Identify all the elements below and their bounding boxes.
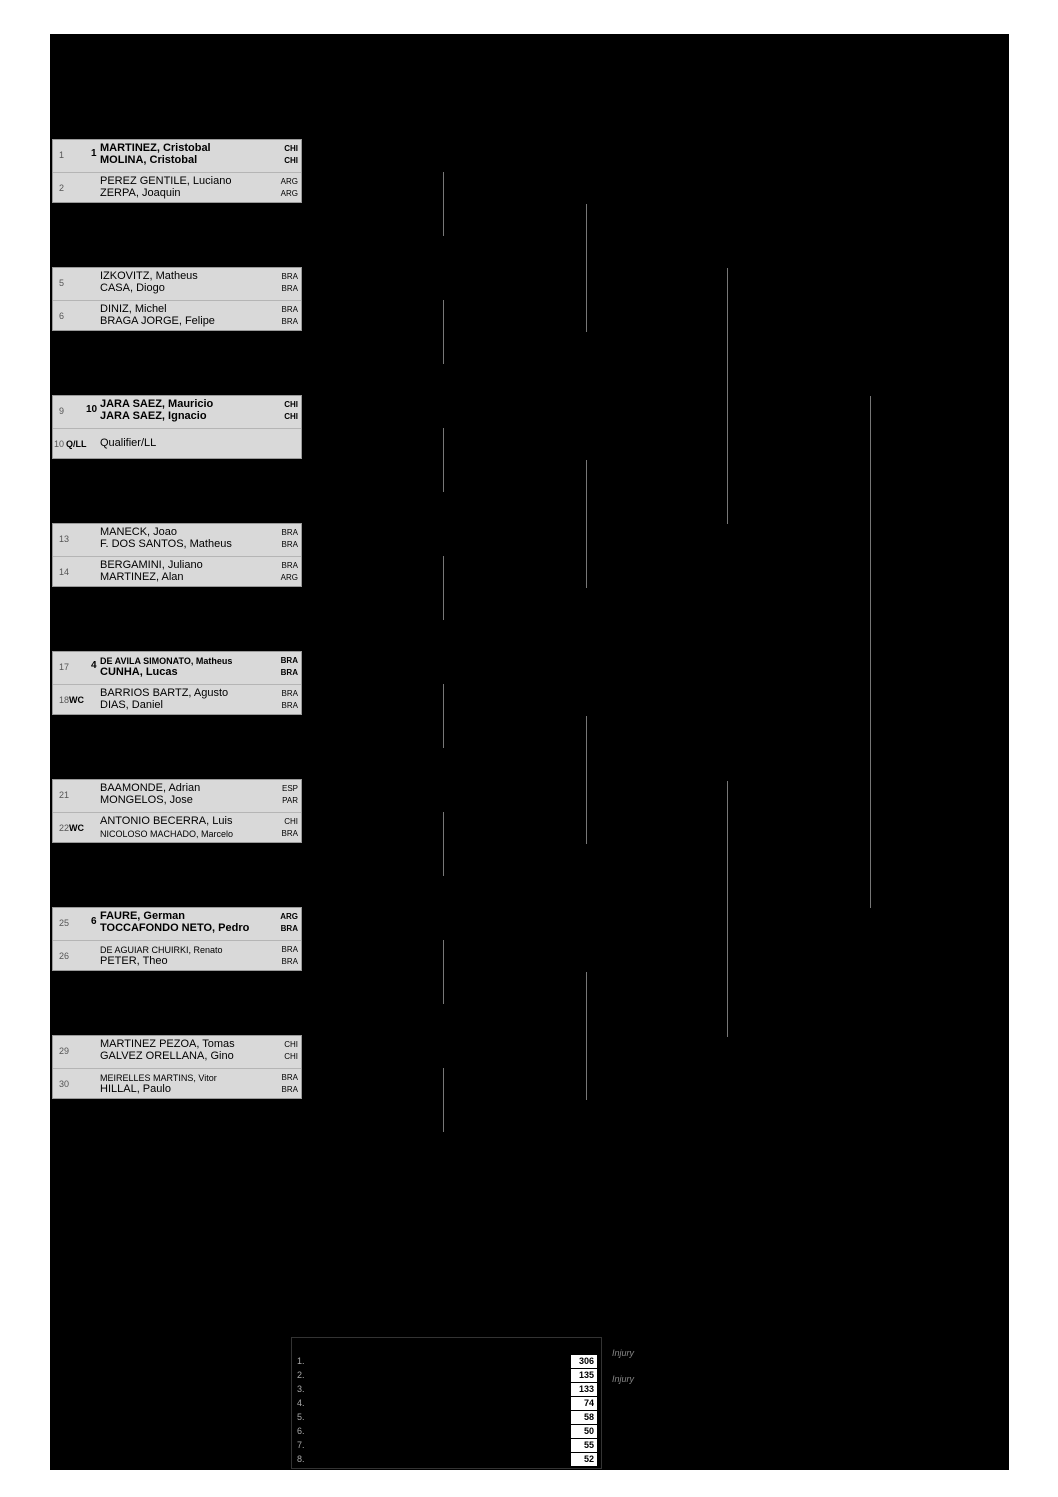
nationality: CHI [284, 156, 298, 165]
points-cell [571, 1439, 597, 1452]
bracket-line [586, 460, 587, 588]
nationality: BRA [281, 945, 298, 954]
points-value: 55 [583, 1440, 594, 1450]
draw-position: 25 [59, 918, 70, 928]
team-pair[interactable] [53, 940, 301, 972]
team-pair[interactable] [53, 140, 301, 171]
draw-position: 1 [59, 150, 65, 160]
nationality: BRA [281, 689, 298, 698]
rank-label: 7. [297, 1440, 305, 1450]
team-pair[interactable] [53, 268, 301, 299]
bracket-line [443, 300, 444, 364]
nationality: ESP [281, 784, 298, 793]
draw-position: 21 [59, 790, 70, 800]
nationality: BRA [281, 561, 298, 570]
player-name: DINIZ, Michel [100, 303, 167, 315]
points-row [293, 1368, 601, 1382]
player-name: GALVEZ ORELLANA, Gino [100, 1050, 234, 1062]
nationality: BRA [281, 528, 298, 537]
bracket-line [727, 268, 728, 524]
withdrawal-note: Injury [612, 1374, 635, 1384]
nationality: CHI [284, 400, 298, 409]
points-value: 135 [578, 1370, 594, 1380]
nationality: ARG [280, 189, 298, 198]
draw-slot [52, 139, 302, 203]
team-pair[interactable] [53, 908, 301, 939]
bracket-line [586, 972, 587, 1100]
nationality: ARG [280, 177, 298, 186]
rank-label: 4. [297, 1398, 305, 1408]
draw-slot [52, 395, 302, 459]
entry-status: WC [69, 823, 84, 833]
player-name: CUNHA, Lucas [100, 666, 178, 678]
player-name: JARA SAEZ, Ignacio [100, 410, 207, 422]
draw-position: 10 [54, 439, 65, 449]
nationality: CHI [284, 1052, 298, 1061]
team-pair[interactable] [53, 172, 301, 204]
draw-position: 5 [59, 278, 65, 288]
nationality: BRA [281, 540, 298, 549]
player-name: JARA SAEZ, Mauricio [100, 398, 214, 410]
entry-status: WC [69, 695, 84, 705]
nationality: PAR [282, 796, 298, 805]
bracket-line [870, 396, 871, 908]
team-pair[interactable] [53, 812, 301, 844]
draw-slot [52, 267, 302, 331]
seed-label: 10 [86, 404, 98, 415]
points-value: 74 [583, 1398, 594, 1408]
player-name: DE AGUIAR CHUIRKI, Renato [100, 945, 223, 955]
points-row [293, 1396, 601, 1410]
draw-position: 13 [59, 534, 70, 544]
seed-label: 6 [91, 916, 97, 927]
nationality: BRA [281, 272, 298, 281]
nationality: CHI [284, 1040, 298, 1049]
draw-position: 26 [59, 951, 70, 961]
draw-position: 29 [59, 1046, 70, 1056]
player-name: NICOLOSO MACHADO, Marcelo [100, 829, 234, 839]
draw-slot [52, 907, 302, 971]
player-name: PETER, Theo [100, 955, 168, 967]
player-name: TOCCAFONDO NETO, Pedro [100, 922, 250, 934]
draw-position: 22 [59, 823, 70, 833]
player-name: DE AVILA SIMONATO, Matheus [100, 656, 233, 666]
points-value: 52 [583, 1454, 594, 1464]
draw-position: 6 [59, 311, 65, 321]
points-cell [571, 1355, 597, 1368]
points-value: 50 [583, 1426, 594, 1436]
nationality: BRA [281, 1073, 298, 1082]
points-row [293, 1382, 601, 1396]
draw-position: 17 [59, 662, 70, 672]
team-pair[interactable] [53, 300, 301, 332]
player-name: BERGAMINI, Juliano [100, 559, 203, 571]
bracket-line [443, 428, 444, 492]
bracket-line [443, 1068, 444, 1132]
draw-position: 30 [59, 1079, 70, 1089]
player-name: HILLAL, Paulo [100, 1083, 171, 1095]
points-value: 58 [583, 1412, 594, 1422]
team-pair[interactable] [53, 1036, 301, 1067]
team-pair[interactable] [53, 780, 301, 811]
team-pair[interactable] [53, 396, 301, 427]
nationality: BRA [281, 957, 298, 966]
team-pair[interactable] [53, 428, 301, 460]
rank-label: 5. [297, 1412, 305, 1422]
rank-label: 1. [297, 1356, 305, 1366]
document-page [50, 34, 1009, 1470]
team-pair[interactable] [53, 1068, 301, 1100]
player-name: PEREZ GENTILE, Luciano [100, 175, 232, 187]
player-name: MOLINA, Cristobal [100, 154, 198, 166]
draw-position: 18 [59, 695, 70, 705]
player-name: BAAMONDE, Adrian [100, 782, 201, 794]
entry-status: Q/LL [66, 439, 87, 449]
team-pair[interactable] [53, 684, 301, 716]
points-cell [571, 1425, 597, 1438]
rank-label: 6. [297, 1426, 305, 1436]
bracket-line [443, 684, 444, 748]
nationality: BRA [281, 305, 298, 314]
player-name: MONGELOS, Jose [100, 794, 193, 806]
points-value: 306 [578, 1356, 594, 1366]
points-row [293, 1354, 601, 1368]
player-name: F. DOS SANTOS, Matheus [100, 538, 232, 550]
nationality: BRA [281, 284, 298, 293]
player-name: MARTINEZ PEZOA, Tomas [100, 1038, 235, 1050]
points-row [293, 1410, 601, 1424]
points-cell [571, 1453, 597, 1466]
points-cell [571, 1411, 597, 1424]
points-row [293, 1452, 601, 1466]
team-pair[interactable] [53, 556, 301, 588]
points-cell [571, 1397, 597, 1410]
player-name: ANTONIO BECERRA, Luis [100, 815, 233, 827]
player-name: IZKOVITZ, Matheus [100, 270, 198, 282]
draw-slot [52, 779, 302, 843]
draw-slot [52, 651, 302, 715]
bracket-line [443, 172, 444, 236]
bracket-line [586, 716, 587, 844]
player-name: MEIRELLES MARTINS, Vitor [100, 1073, 217, 1083]
seed-label: 4 [91, 660, 97, 671]
nationality: BRA [280, 656, 298, 665]
nationality: ARG [280, 912, 298, 921]
seed-label: 1 [91, 148, 97, 159]
draw-position: 14 [59, 567, 70, 577]
player-name: FAURE, German [100, 910, 185, 922]
bracket-line [443, 556, 444, 620]
points-value: 133 [578, 1384, 594, 1394]
draw-position: 9 [59, 406, 65, 416]
player-name: CASA, Diogo [100, 282, 165, 294]
nationality: CHI [284, 817, 298, 826]
nationality: CHI [284, 144, 298, 153]
nationality: BRA [281, 317, 298, 326]
team-pair[interactable] [53, 524, 301, 555]
nationality: BRA [281, 829, 298, 838]
withdrawal-note: Injury [612, 1348, 635, 1358]
nationality: ARG [280, 573, 298, 582]
points-row [293, 1424, 601, 1438]
player-name: BARRIOS BARTZ, Agusto [100, 687, 229, 699]
points-cell [571, 1383, 597, 1396]
draw-position: 2 [59, 183, 65, 193]
nationality: CHI [284, 412, 298, 421]
draw-slot [52, 523, 302, 587]
player-name: MARTINEZ, Cristobal [100, 142, 211, 154]
player-name: DIAS, Daniel [100, 699, 163, 711]
nationality: BRA [281, 1085, 298, 1094]
player-name: BRAGA JORGE, Felipe [100, 315, 215, 327]
rank-label: 2. [297, 1370, 305, 1380]
nationality: BRA [281, 701, 298, 710]
draw-slot [52, 1035, 302, 1099]
points-row [293, 1438, 601, 1452]
bracket-line [586, 204, 587, 332]
qualifier-placeholder: Qualifier/LL [100, 437, 157, 449]
rank-label: 8. [297, 1454, 305, 1464]
team-pair[interactable] [53, 652, 301, 683]
rank-label: 3. [297, 1384, 305, 1394]
nationality: BRA [280, 668, 298, 677]
player-name: MARTINEZ, Alan [100, 571, 184, 583]
bracket-line [443, 812, 444, 876]
player-name: MANECK, Joao [100, 526, 178, 538]
points-cell [571, 1369, 597, 1382]
bracket-line [443, 940, 444, 1004]
bracket-line [727, 781, 728, 1037]
player-name: ZERPA, Joaquin [100, 187, 181, 199]
nationality: BRA [280, 924, 298, 933]
